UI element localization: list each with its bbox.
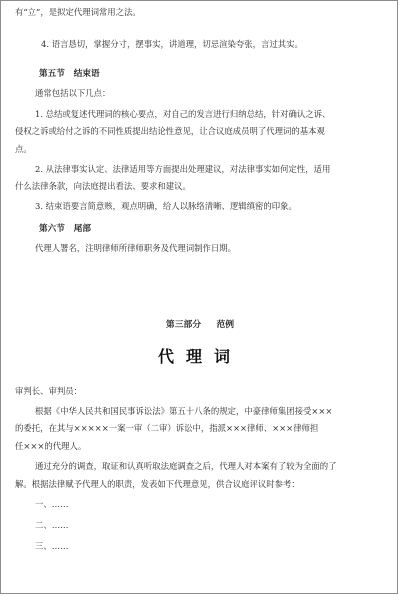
tail-text: 代理人署名，注明律师所律师职务及代理词制作日期。 bbox=[35, 243, 236, 253]
point-1-line-3: 点。 bbox=[15, 144, 32, 154]
section-5-number: 第五节 bbox=[39, 69, 65, 79]
point-2-line-2: 什么法律条款，向法庭提出看法、要求和建议。 bbox=[15, 181, 191, 191]
section-6-title: 尾部 bbox=[73, 224, 91, 234]
body-p1-line-3: 任×××的代理人。 bbox=[15, 441, 87, 451]
body-p1-line-2: 的委托，在其与×××××一案一审（二审）诉讼中，指派×××律师、×××律师担 bbox=[15, 423, 319, 433]
part-3-title: 范例 bbox=[216, 320, 235, 330]
point-2-line-1: 2. 从法律事实认定、法律适用等方面提出处理建议，对法律事实如何定性，适用 bbox=[35, 164, 331, 174]
point-1-line-2: 侵权之诉或给付之诉的不同性质提出结论性意见，让合议庭成员明了代理词的基本观 bbox=[15, 126, 325, 136]
body-p1-line-1: 根据《中华人民共和国民事诉讼法》第五十八条的规定，中豪律师集团接受××× bbox=[35, 406, 333, 416]
section-6-heading bbox=[39, 223, 91, 235]
body-p2-line-2: 解。根据法律赋予代理人的职责，发表如下代理意见，供合议庭评议时参考： bbox=[15, 479, 300, 489]
section-5-heading bbox=[39, 68, 100, 80]
enum-item-2: 二、…… bbox=[35, 520, 69, 530]
section-5-title: 结束语 bbox=[73, 69, 100, 79]
section-6-number: 第六节 bbox=[39, 224, 65, 234]
intro-text: 通常包括以下几点： bbox=[35, 88, 111, 98]
part-3-heading bbox=[1, 319, 398, 331]
body-p2-line-1: 通过充分的调查，取证和认真听取法庭调查之后，代理人对本案有了较为全面的了 bbox=[35, 461, 337, 471]
document-title: 代理词 bbox=[157, 347, 242, 366]
item-4: 4. 语言恳切，掌握分寸，摆事实，讲道理，切忌渲染夸张，言过其实。 bbox=[41, 39, 303, 49]
enum-item-1: 一、…… bbox=[35, 499, 69, 509]
top-fragment: 有“立”，是拟定代理词常用之法。 bbox=[15, 7, 141, 17]
enum-item-3: 三、…… bbox=[35, 541, 69, 551]
part-3-number: 第三部分 bbox=[165, 320, 202, 330]
point-1-line-1: 1. 总结或复述代理词的核心要点，对自己的发言进行归纳总结，针对确认之诉、 bbox=[35, 109, 331, 119]
salutation: 审判长、审判员： bbox=[15, 386, 82, 396]
point-3-line-1: 3. 结束语要言简意赅，观点明确，给人以脉络清晰、逻辑缜密的印象。 bbox=[35, 201, 297, 211]
